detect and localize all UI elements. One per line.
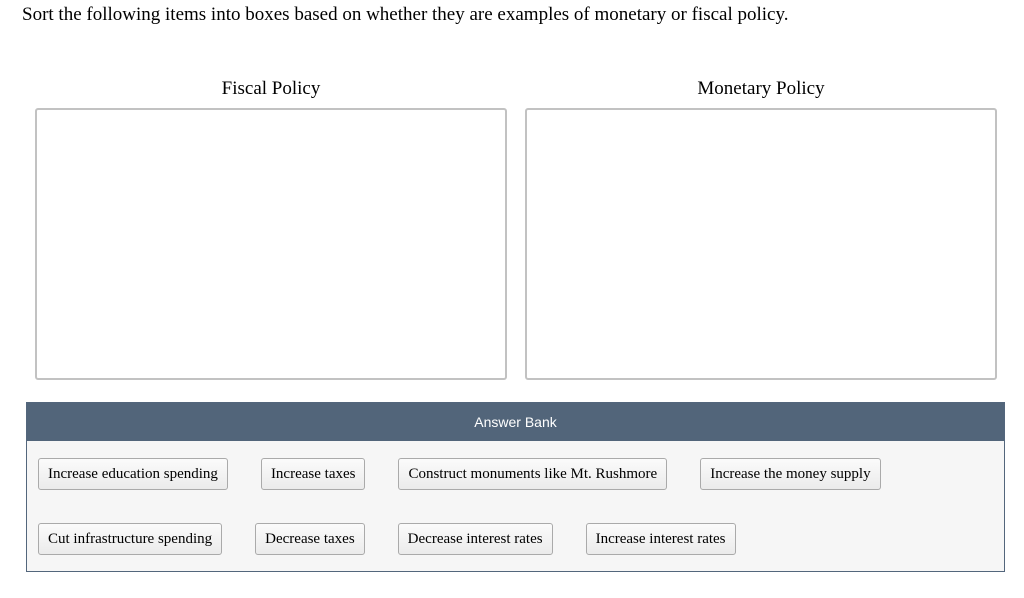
answer-chip-increase-money-supply[interactable]: Increase the money supply (700, 458, 880, 490)
monetary-policy-column (525, 76, 997, 380)
answer-chip-decrease-taxes[interactable]: Decrease taxes (255, 523, 365, 555)
answer-chip-construct-monuments[interactable]: Construct monuments like Mt. Rushmore (398, 458, 667, 490)
answer-chip-decrease-interest-rates[interactable]: Decrease interest rates (398, 523, 553, 555)
answer-bank-row (38, 523, 736, 555)
answer-bank-header: Answer Bank (27, 403, 1004, 441)
fiscal-policy-heading: Fiscal Policy (221, 78, 321, 99)
monetary-policy-drop-box[interactable] (525, 108, 997, 380)
answer-bank-row (38, 458, 881, 490)
fiscal-policy-column (35, 76, 507, 380)
answer-chip-increase-interest-rates[interactable]: Increase interest rates (586, 523, 736, 555)
answer-chip-increase-taxes[interactable]: Increase taxes (261, 458, 366, 490)
monetary-policy-heading: Monetary Policy (697, 78, 825, 99)
fiscal-policy-drop-box[interactable] (35, 108, 507, 380)
answer-bank (26, 402, 1005, 572)
answer-chip-increase-education-spending[interactable]: Increase education spending (38, 458, 228, 490)
instructions-text: Sort the following items into boxes based on whether they are examples of monetary or fiscal policy. (22, 4, 789, 25)
answer-chip-cut-infrastructure-spending[interactable]: Cut infrastructure spending (38, 523, 222, 555)
